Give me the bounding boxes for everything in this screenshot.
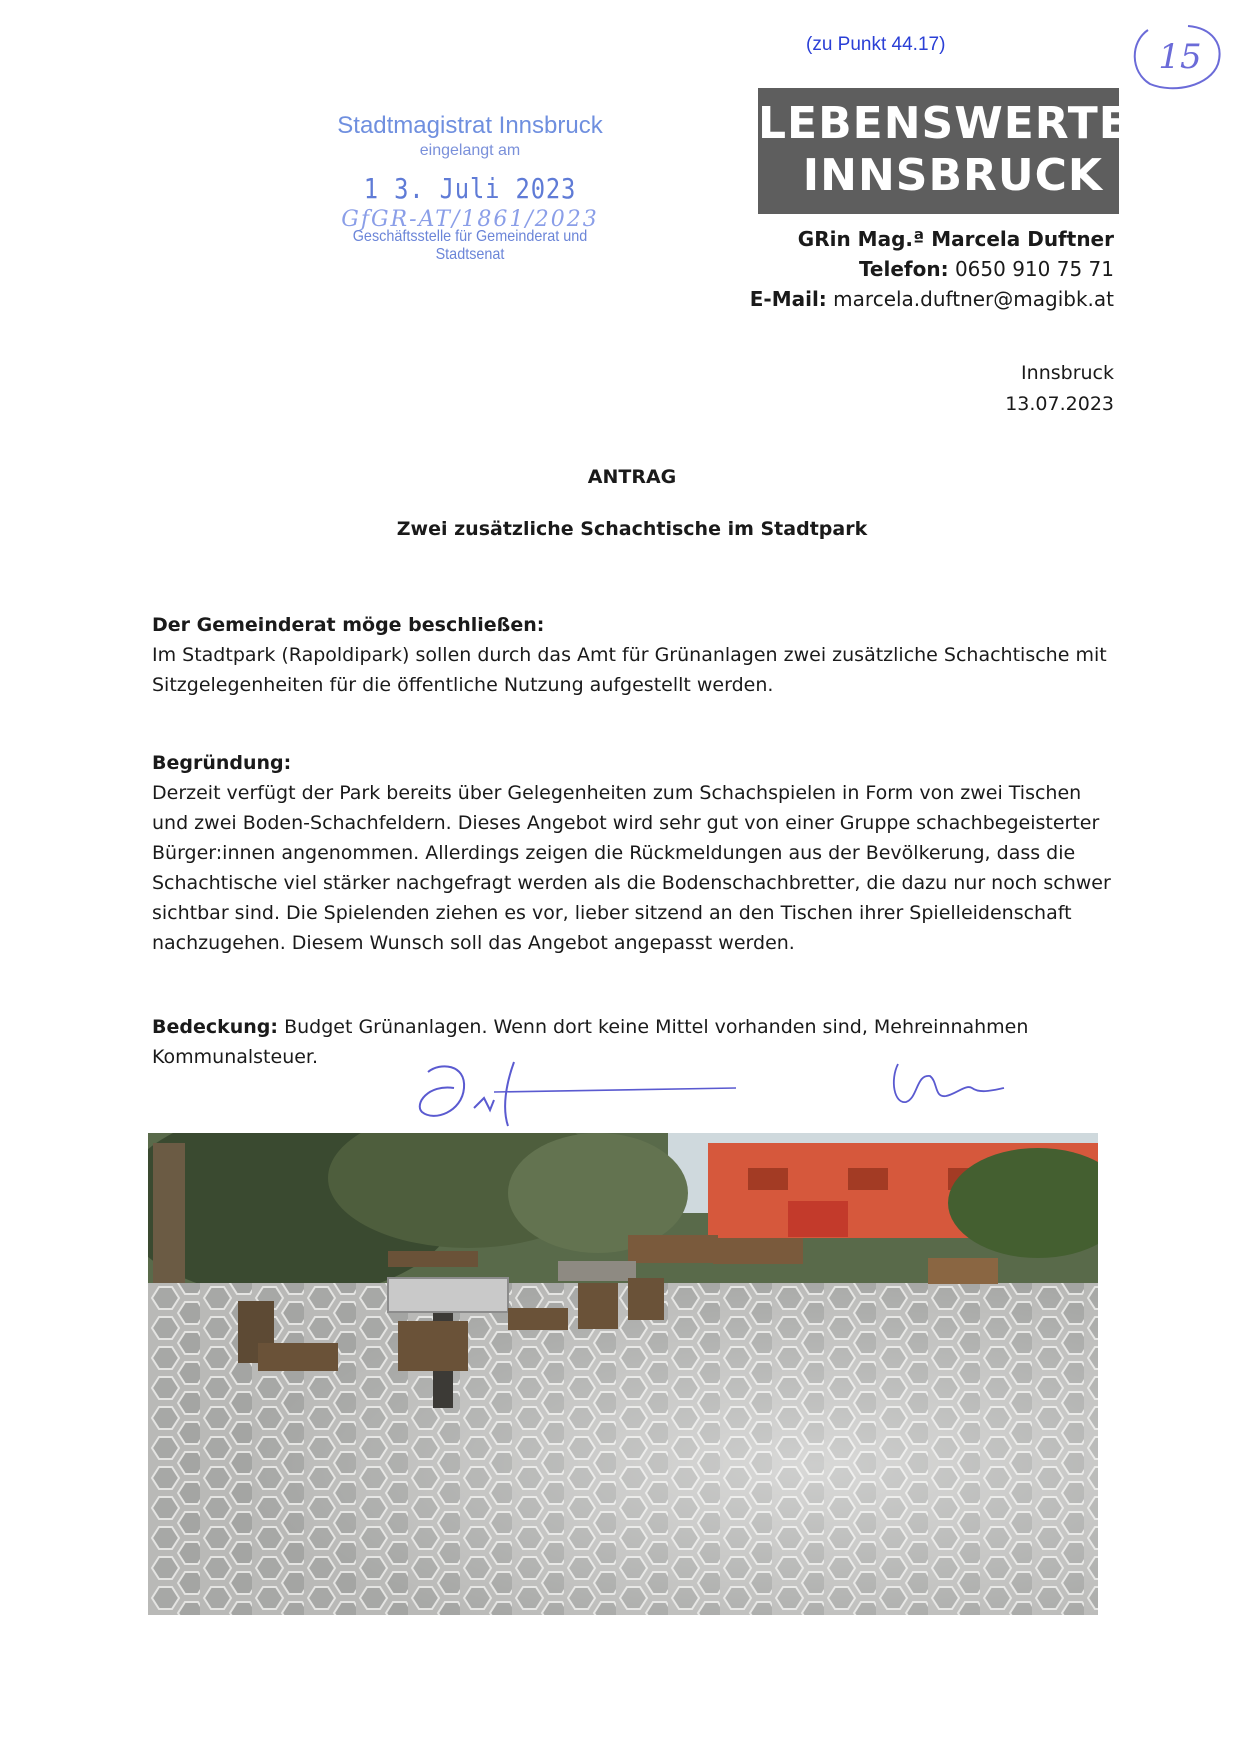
park-photo xyxy=(148,1133,1098,1615)
handwritten-page-number xyxy=(1126,20,1226,92)
document-subject: Zwei zusätzliche Schachtische im Stadtpark xyxy=(396,518,868,540)
motion-label: Der Gemeinderat möge beschließen: xyxy=(152,614,545,636)
stamp-office: Geschäftsstelle für Gemeinderat und Stadtsenat xyxy=(352,228,588,263)
reason-text: Derzeit verfügt der Park bereits über Gelegenheiten zum Schachspielen in Form von zwei Tischen und zwei Boden-Schachfeldern. Dieses Angebot wird sehr gut von einer Gruppe schachbegeisterter Bürger:innen angenommen. Allerdings zeigen die Rückmeldungen aus der Bevölkerung, dass die Schachtische viel stärker nachgefragt werden als die Bodenschachbretter, die dazu nur noch schwer sichtbar sind. Die Spielenden ziehen es vor, lieber sitzend an den Tischen ihrer Spielleidenschaft nachzugehen. Diesem Wunsch soll das Angebot angepasst werden. xyxy=(152,782,1111,954)
stamp-date: 1 3. Juli 2023 xyxy=(363,172,577,205)
logo-line-2: INNSBRUCK xyxy=(802,150,1103,201)
signature-1-line xyxy=(494,1088,736,1092)
agenda-reference: (zu Punkt 44.17) xyxy=(806,34,946,55)
date: 13.07.2023 xyxy=(1005,393,1114,415)
photo-bench xyxy=(628,1235,718,1263)
phone-number: 0650 910 75 71 xyxy=(954,257,1114,281)
signature-1-mark xyxy=(420,1066,464,1116)
email-address: marcela.duftner@magibk.at xyxy=(833,287,1114,311)
photo-red-car xyxy=(788,1201,848,1237)
place-date xyxy=(1005,358,1114,420)
reason-section xyxy=(152,748,1122,958)
email-label: E-Mail: xyxy=(749,287,827,311)
stamp-subtitle: eingelangt am xyxy=(419,142,521,159)
motion-text: Im Stadtpark (Rapoldipark) sollen durch das Amt für Grünanlagen zwei zusätzliche Schachtische mit Sitzgelegenheiten für die öffentliche Nutzung aufgestellt werden. xyxy=(152,644,1107,696)
page-number-text: 15 xyxy=(1158,37,1202,77)
logo-line-1: LEBENSWERTES xyxy=(758,98,1163,149)
photo-chess-table xyxy=(388,1278,508,1312)
stamp-file-number: GfGR-AT/1861/2023 xyxy=(341,207,599,232)
signature-1-mark-3 xyxy=(505,1062,514,1126)
phone-label: Telefon: xyxy=(858,257,949,281)
funding-label: Bedeckung: xyxy=(152,1016,279,1038)
contact-name: GRin Mag.ª Marcela Duftner xyxy=(797,227,1114,251)
contact-block xyxy=(750,224,1114,314)
motion-section xyxy=(152,610,1122,700)
signature-2-mark xyxy=(894,1064,1004,1102)
reason-label: Begründung: xyxy=(152,752,292,774)
stamp-title: Stadtmagistrat Innsbruck xyxy=(337,112,603,139)
photo-chair xyxy=(398,1321,468,1371)
document-type: ANTRAG xyxy=(587,466,677,488)
party-logo xyxy=(758,88,1163,214)
funding-text: Budget Grünanlagen. Wenn dort keine Mittel vorhanden sind, Mehreinnahmen Kommunalsteuer. xyxy=(152,1016,1029,1068)
signatures xyxy=(410,1054,1030,1134)
received-stamp xyxy=(300,112,640,264)
place: Innsbruck xyxy=(1021,362,1114,384)
signature-1-mark-2 xyxy=(474,1098,494,1110)
